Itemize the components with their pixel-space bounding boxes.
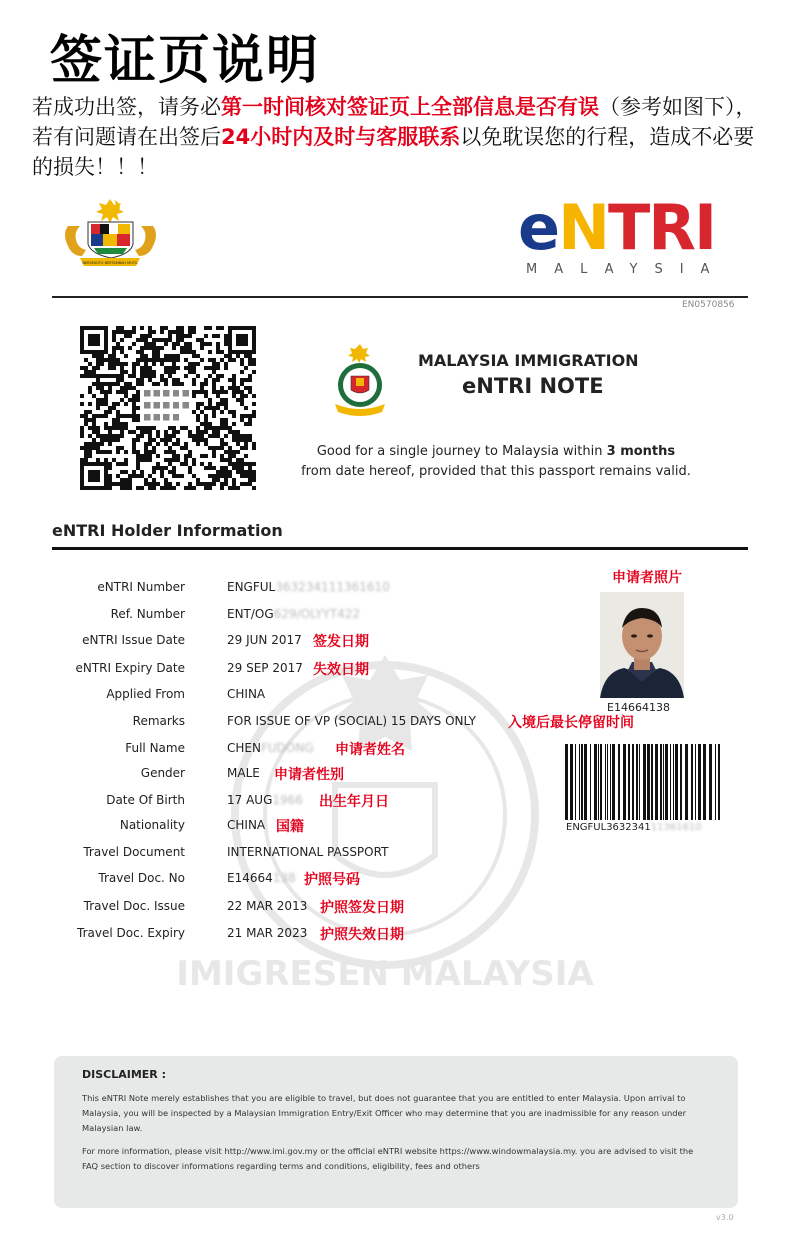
photo-annotation: 申请者照片 <box>612 570 682 586</box>
field-label: Travel Doc. Issue <box>83 899 185 913</box>
serial-number: EN0570856 <box>682 300 735 310</box>
intro-text-1: 若成功出签，请务必 <box>32 95 221 119</box>
barcode-caption <box>566 822 702 833</box>
field-value <box>227 845 388 859</box>
qr-code <box>80 326 256 490</box>
field-value <box>227 714 476 728</box>
field-annotation: 申请者性别 <box>274 767 344 783</box>
validity-text-2: from date hereof, provided that this passport remains valid. <box>301 464 691 479</box>
field-label: Gender <box>140 766 185 780</box>
immigration-crest-icon <box>325 340 395 420</box>
header-divider <box>52 296 748 298</box>
validity-statement <box>300 442 692 482</box>
field-value-redacted: 138 <box>272 871 296 885</box>
photo-caption: E14664138 <box>607 701 670 714</box>
field-label: Date Of Birth <box>106 793 185 807</box>
field-annotation: 护照失效日期 <box>320 927 404 943</box>
field-value-text: 17 AUG <box>227 793 273 807</box>
disclaimer-paragraph-1: This eNTRI Note merely establishes that you are eligible to travel, but does not guarantee that you are entitled to enter Malaysia. Upon arrival to Malaysia, you will be inspected by a Malaysian Immigration Entry/Exit Officer who may determine that you are inadmissible for any reason under Malaysian law. <box>82 1093 687 1133</box>
field-annotation: 申请者姓名 <box>335 742 405 758</box>
logo-e: e <box>518 191 559 264</box>
field-annotation: 护照号码 <box>304 872 360 888</box>
disclaimer-title: DISCLAIMER : <box>82 1068 166 1081</box>
field-value <box>227 793 303 807</box>
field-value-text: CHEN <box>227 741 261 755</box>
field-value-redacted: FUDONG <box>260 741 314 755</box>
field-value-redacted: 363234111361610 <box>275 580 390 594</box>
field-value <box>227 687 265 701</box>
crest-motto: BERSEKUTU BERTAMBAH MUTU <box>82 261 138 265</box>
disclaimer-box <box>54 1056 738 1208</box>
field-annotation: 出生年月日 <box>319 794 389 810</box>
field-value-text: E14664 <box>227 871 273 885</box>
intro-highlight-1: 第一时间核对签证页上全部信息是否有误 <box>221 95 599 119</box>
field-value <box>227 661 303 675</box>
field-value <box>227 766 260 780</box>
field-value <box>227 580 390 594</box>
logo-tri: TRI <box>607 191 716 264</box>
version-label: v3.0 <box>716 1213 734 1222</box>
watermark-text: IMIGRESEN MALAYSIA <box>176 954 594 994</box>
intro-text-3: 以免耽误您的行程，造成不必要的损失！！！ <box>32 125 755 179</box>
field-value-text: 22 MAR 2013 <box>227 899 308 913</box>
entri-malaysia-logo <box>518 191 748 280</box>
field-value-text: 29 JUN 2017 <box>227 633 302 647</box>
field-annotation: 签发日期 <box>313 634 369 650</box>
field-value-text: ENT/OG <box>227 607 274 621</box>
field-value <box>227 899 307 913</box>
field-value-text: CHINA <box>227 818 266 832</box>
field-label: eNTRI Expiry Date <box>75 661 185 675</box>
immigration-title: MALAYSIA IMMIGRATION <box>418 351 639 370</box>
validity-text-1: Good for a single journey to Malaysia within <box>316 444 607 459</box>
entri-note-title: eNTRI NOTE <box>462 374 604 398</box>
validity-duration: 3 months <box>606 444 676 459</box>
field-label: Travel Document <box>83 845 185 859</box>
field-annotation: 护照签发日期 <box>320 900 404 916</box>
intro-text-2: （参考如图下），若有问题请在出签后 <box>32 95 757 149</box>
field-value-text: 29 SEP 2017 <box>227 661 303 675</box>
field-annotation: 国籍 <box>276 819 304 835</box>
field-value-text: 21 MAR 2023 <box>227 926 308 940</box>
field-label: eNTRI Number <box>97 580 185 594</box>
field-label: eNTRI Issue Date <box>82 633 185 647</box>
disclaimer-paragraph-2: For more information, please visit http://www.imi.gov.my or the official eNTRI website https://www.windowmalaysia.my. you are advised to visit the FAQ section to discover informations regarding terms and conditions, eligibility, fees and others <box>82 1146 694 1171</box>
barcode-number-blurred: 11361610 <box>650 822 702 833</box>
field-label: Applied From <box>106 687 185 701</box>
field-value <box>227 926 307 940</box>
logo-subtitle: MALAYSIA <box>526 262 727 277</box>
field-label: Full Name <box>125 741 185 755</box>
field-annotation: 失效日期 <box>313 662 369 678</box>
field-value <box>227 871 296 885</box>
logo-n: N <box>558 191 608 264</box>
applicant-photo <box>600 592 684 698</box>
field-value-text: MALE <box>227 766 260 780</box>
field-label: Nationality <box>119 818 185 832</box>
field-label: Remarks <box>132 714 185 728</box>
field-value-redacted: 1966 <box>272 793 303 807</box>
malaysia-coat-of-arms-icon <box>58 196 163 271</box>
field-value-text: ENGFUL <box>227 580 276 594</box>
field-value-text: INTERNATIONAL PASSPORT <box>227 845 389 859</box>
intro-highlight-2: 24小时内及时与客服联系 <box>221 125 461 149</box>
barcode <box>563 744 723 820</box>
field-label: Travel Doc. Expiry <box>77 926 185 940</box>
barcode-number: ENGFUL3632341 <box>566 822 651 833</box>
holder-info-divider <box>52 547 748 550</box>
field-label: Travel Doc. No <box>98 871 185 885</box>
field-value-text: FOR ISSUE OF VP (SOCIAL) 15 DAYS ONLY <box>227 714 476 728</box>
field-value <box>227 607 360 621</box>
field-value <box>227 741 314 755</box>
page-title: 签证页说明 <box>50 31 321 91</box>
field-annotation: 入境后最长停留时间 <box>508 715 634 731</box>
field-value-text: CHINA <box>227 687 266 701</box>
field-value-redacted: 629/OLYYT422 <box>273 607 361 621</box>
holder-info-heading: eNTRI Holder Information <box>52 521 283 540</box>
field-value <box>227 818 265 832</box>
field-value <box>227 633 302 647</box>
intro-paragraph <box>32 92 767 182</box>
field-label: Ref. Number <box>110 607 185 621</box>
